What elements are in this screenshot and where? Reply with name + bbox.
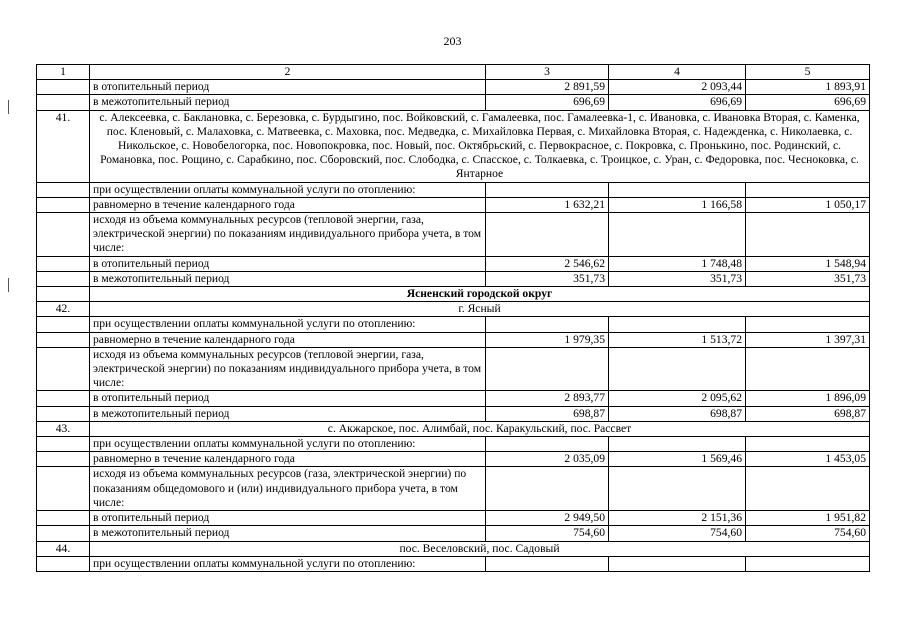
- row-label: в межотопительный период: [90, 406, 486, 421]
- value-col3: [486, 182, 609, 197]
- page-number: 203: [443, 34, 462, 48]
- value-col5: 1 050,17: [746, 197, 870, 212]
- value-col3: 1 632,21: [486, 197, 609, 212]
- settlement-row: [37, 110, 870, 182]
- settlement-list: пос. Веселовский, пос. Садовый: [90, 541, 870, 556]
- settlement-row: [37, 421, 870, 436]
- district-row: [37, 287, 870, 302]
- table-row: [37, 406, 870, 421]
- table-row: [37, 317, 870, 332]
- row-number: [37, 256, 90, 271]
- value-col4: 696,69: [609, 95, 746, 110]
- table-row: [37, 347, 870, 391]
- value-col4: 1 569,46: [609, 452, 746, 467]
- table-row: [37, 271, 870, 286]
- row-number: [37, 182, 90, 197]
- value-col3: 1 979,35: [486, 332, 609, 347]
- table-row: [37, 511, 870, 526]
- table-row: [37, 182, 870, 197]
- value-col5: 1 951,82: [746, 511, 870, 526]
- row-label: при осуществлении оплаты коммунальной услуги по отоплению:: [90, 182, 486, 197]
- header-row: [37, 65, 870, 80]
- row-label: в отопительный период: [90, 256, 486, 271]
- value-col3: 2 546,62: [486, 256, 609, 271]
- row-number: [37, 271, 90, 286]
- header-cell: 2: [90, 65, 486, 80]
- row-label: в отопительный период: [90, 391, 486, 406]
- row-number: [37, 347, 90, 391]
- value-col5: [746, 213, 870, 257]
- value-col3: [486, 437, 609, 452]
- row-label: в межотопительный период: [90, 271, 486, 286]
- value-col5: [746, 182, 870, 197]
- value-col5: 1 893,91: [746, 80, 870, 95]
- value-col3: [486, 317, 609, 332]
- row-number: [37, 213, 90, 257]
- row-number: [37, 332, 90, 347]
- row-number: [37, 406, 90, 421]
- value-col4: [609, 467, 746, 511]
- value-col5: [746, 317, 870, 332]
- value-col5: [746, 347, 870, 391]
- row-number: [37, 391, 90, 406]
- row-label: в отопительный период: [90, 511, 486, 526]
- value-col4: 698,87: [609, 406, 746, 421]
- row-number: [37, 437, 90, 452]
- value-col3: [486, 347, 609, 391]
- row-number: [37, 317, 90, 332]
- value-col5: [746, 467, 870, 511]
- row-number: [37, 467, 90, 511]
- settlement-row: [37, 541, 870, 556]
- row-number: [37, 197, 90, 212]
- value-col3: 351,73: [486, 271, 609, 286]
- row-number: [37, 287, 90, 302]
- row-number: 42.: [37, 302, 90, 317]
- value-col5: [746, 437, 870, 452]
- table-row: [37, 437, 870, 452]
- value-col5: 1 896,09: [746, 391, 870, 406]
- value-col4: [609, 347, 746, 391]
- value-col5: 351,73: [746, 271, 870, 286]
- row-number: 43.: [37, 421, 90, 436]
- row-label: равномерно в течение календарного года: [90, 332, 486, 347]
- value-col4: 1 513,72: [609, 332, 746, 347]
- row-label: в отопительный период: [90, 80, 486, 95]
- table-row: [37, 95, 870, 110]
- row-label: в межотопительный период: [90, 526, 486, 541]
- table-row: [37, 80, 870, 95]
- value-col5: 696,69: [746, 95, 870, 110]
- row-label: исходя из объема коммунальных ресурсов (тепловой энергии, газа, электрической энергии) по показаниям индивидуального прибора учета, в том числе:: [90, 213, 486, 257]
- value-col3: [486, 556, 609, 571]
- value-col4: [609, 437, 746, 452]
- row-number: 41.: [37, 110, 90, 182]
- tariff-table: [36, 64, 870, 572]
- value-col3: 698,87: [486, 406, 609, 421]
- row-label: равномерно в течение календарного года: [90, 197, 486, 212]
- tariff-table-body: [37, 65, 870, 572]
- value-col3: [486, 213, 609, 257]
- settlement-list: г. Ясный: [90, 302, 870, 317]
- row-label: равномерно в течение календарного года: [90, 452, 486, 467]
- table-row: [37, 213, 870, 257]
- row-number: [37, 452, 90, 467]
- value-col4: 2 151,36: [609, 511, 746, 526]
- value-col3: 2 893,77: [486, 391, 609, 406]
- header-cell: 5: [746, 65, 870, 80]
- row-number: 44.: [37, 541, 90, 556]
- table-row: [37, 256, 870, 271]
- value-col3: 2 035,09: [486, 452, 609, 467]
- value-col4: 1 748,48: [609, 256, 746, 271]
- settlement-list: с. Акжарское, пос. Алимбай, пос. Каракульский, пос. Рассвет: [90, 421, 870, 436]
- value-col4: 2 095,62: [609, 391, 746, 406]
- row-label: в межотопительный период: [90, 95, 486, 110]
- value-col3: 2 949,50: [486, 511, 609, 526]
- value-col3: [486, 467, 609, 511]
- value-col4: [609, 317, 746, 332]
- table-row: [37, 556, 870, 571]
- row-label: исходя из объема коммунальных ресурсов (тепловой энергии, газа, электрической энергии) по показаниям индивидуального прибора учета, в том числе:: [90, 347, 486, 391]
- value-col5: 698,87: [746, 406, 870, 421]
- value-col5: 754,60: [746, 526, 870, 541]
- value-col4: [609, 213, 746, 257]
- value-col3: 696,69: [486, 95, 609, 110]
- value-col4: [609, 556, 746, 571]
- table-row: [37, 391, 870, 406]
- row-number: [37, 80, 90, 95]
- header-cell: 3: [486, 65, 609, 80]
- table-row: [37, 332, 870, 347]
- row-label: при осуществлении оплаты коммунальной услуги по отоплению:: [90, 556, 486, 571]
- value-col4: [609, 182, 746, 197]
- settlement-row: [37, 302, 870, 317]
- margin-mark: [8, 100, 9, 114]
- row-label: при осуществлении оплаты коммунальной услуги по отоплению:: [90, 437, 486, 452]
- district-title: Ясненский городской округ: [90, 287, 870, 302]
- value-col4: 2 093,44: [609, 80, 746, 95]
- value-col5: 1 397,31: [746, 332, 870, 347]
- row-number: [37, 95, 90, 110]
- header-cell: 4: [609, 65, 746, 80]
- table-row: [37, 197, 870, 212]
- table-row: [37, 467, 870, 511]
- value-col3: 754,60: [486, 526, 609, 541]
- row-label: при осуществлении оплаты коммунальной услуги по отоплению:: [90, 317, 486, 332]
- value-col4: 351,73: [609, 271, 746, 286]
- row-number: [37, 556, 90, 571]
- table-row: [37, 526, 870, 541]
- settlement-list: с. Алексеевка, с. Баклановка, с. Березовка, с. Бурдыгино, пос. Войковский, с. Гамалеевка, пос. Гамалеевка-1, с. Ивановка, с. Ивановка Вторая, с. Каменка, пос. Кленовый, с. Малаховка, с. Матвеевка, с. Маховка, пос. Медведка, с. Михайловка Первая, с. Михайловка Вторая, с. Надежденка, с. Николаевка, с. Никольское, с. Новобелогорка, пос. Новопокровка, пос. Новый, пос. Октябрьский, с. Первокрасное, с. Покровка, с. Пронькино, пос. Родинский, с. Романовка, пос. Рощино, с. Сарабкино, пос. Сборовский, пос. Слободка, с. Спасское, с. Толкаевка, с. Троицкое, с. Уран, с. Федоровка, пос. Чесноковка, с. Янтарное: [90, 110, 870, 182]
- value-col4: 1 166,58: [609, 197, 746, 212]
- table-row: [37, 452, 870, 467]
- header-cell: 1: [37, 65, 90, 80]
- value-col3: 2 891,59: [486, 80, 609, 95]
- value-col5: 1 453,05: [746, 452, 870, 467]
- margin-mark: [8, 278, 9, 292]
- row-number: [37, 511, 90, 526]
- value-col4: 754,60: [609, 526, 746, 541]
- row-number: [37, 526, 90, 541]
- value-col5: [746, 556, 870, 571]
- value-col5: 1 548,94: [746, 256, 870, 271]
- row-label: исходя из объема коммунальных ресурсов (газа, электрической энергии) по показаниям общедомового и (или) индивидуального прибора учета, в том числе:: [90, 467, 486, 511]
